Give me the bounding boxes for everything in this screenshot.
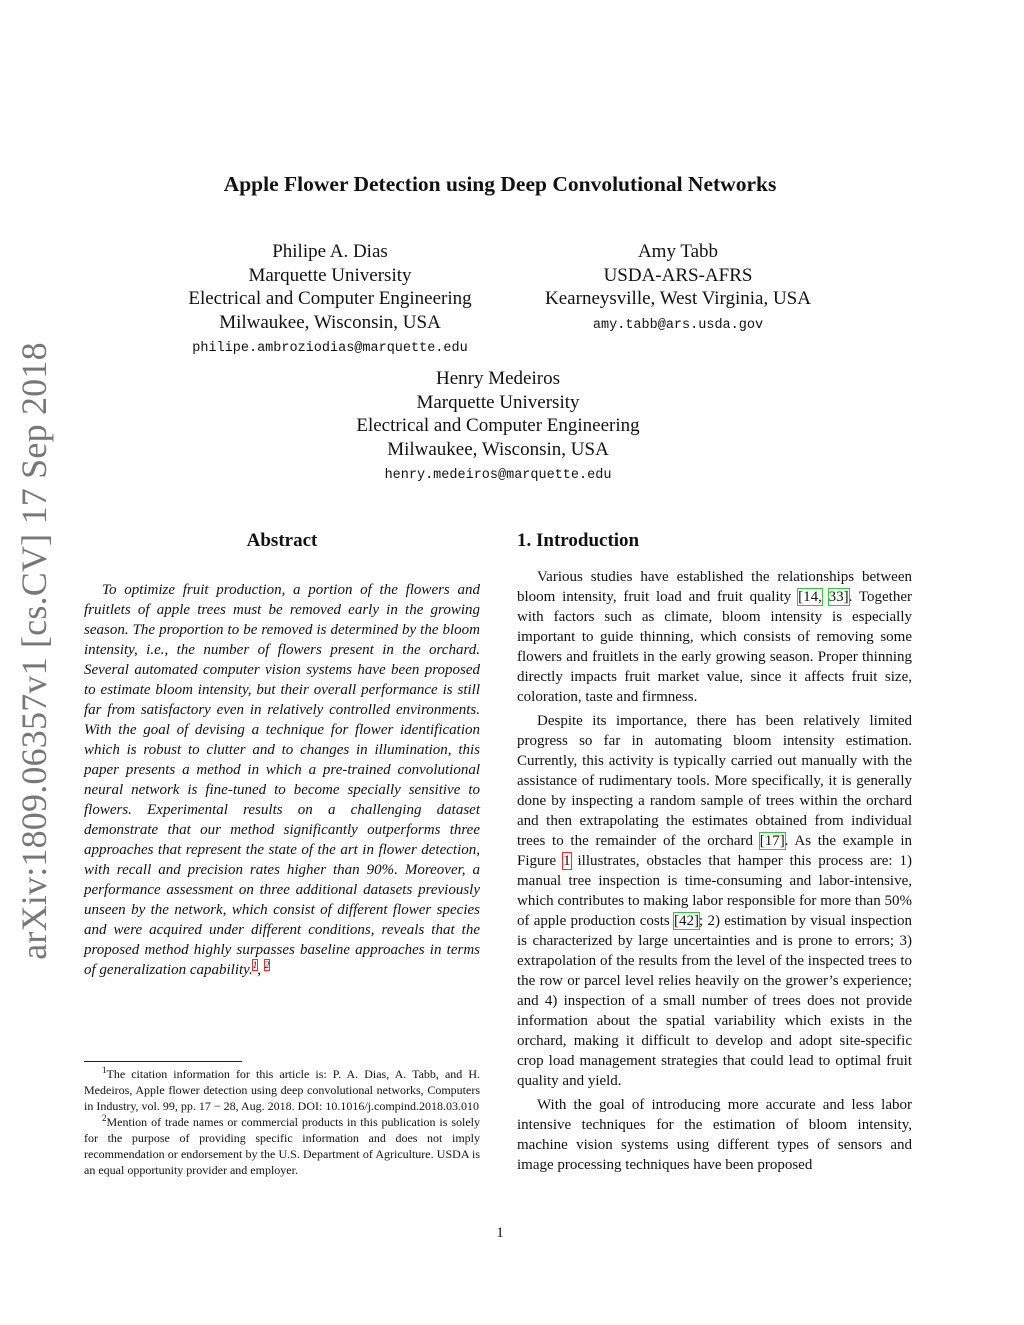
author-affiliation: Marquette University [248,264,412,286]
author-location: Kearneysville, West Virginia, USA [545,288,811,309]
citation-link[interactable]: [14, [798,589,822,605]
author-affiliation: Marquette University [416,391,580,413]
citation-link[interactable]: [17] [759,833,785,849]
paper-title: Apple Flower Detection using Deep Convolutional Networks [223,172,777,196]
footnote-text: The citation information for this article is: P. A. Dias, A. Tabb, and H. Medeiros, Apple flower detection using deep convolutional networks, Computers in Industry, vol. 99, pp. 17 − 28, Aug. 2018. DOI: 10.1016/j.compind.2018.03.010 [84,1067,480,1113]
author-location: Milwaukee, Wisconsin, USA [219,311,441,333]
text-run: illustrates, obstacles that hamper this process are: 1) manual tree inspection is time-consuming and labor-intensive, which contributes to making labor responsible for more than 50% of apple production costs [517,853,912,929]
footnote-text: Mention of trade names or commercial products in this publication is solely for the purpose of providing specific information and does not imply recommendation or endorsement by the U.S. Department of Agriculture. USDA is an equal opportunity provider and employer. [84,1115,480,1177]
author-email[interactable]: henry.medeiros@marquette.edu [384,468,612,483]
introduction-body [517,567,912,1179]
author-email[interactable]: philipe.ambroziodias@marquette.edu [192,341,468,356]
intro-paragraph-3: With the goal of introducing more accurate and less labor intensive techniques for the estimation of bloom intensity, machine vision systems using different types of sensors and image processing techniques have been proposed [517,1097,912,1173]
citation-link[interactable]: 33] [828,589,849,605]
footnote-divider [84,1061,242,1062]
abstract-text: To optimize fruit production, a portion of the flowers and fruitlets of apple trees must be removed early in the growing season. The proportion to be removed is determined by the bloom intensity, i.e., the number of flowers present in the orchard. Several automated computer vision systems have been proposed to estimate bloom intensity, but their overall performance is still far from satisfactory even in relatively controlled environments. With the goal of devising a technique for flower identification which is robust to clutter and to changes in illumination, this paper presents a method in which a pre-trained convolutional neural network is fine-tuned to become specially sensitive to flowers. Experimental results on a challenging dataset demonstrate that our method significantly outperforms three approaches that represent the state of the art in flower detection, with recall and precision rates higher than 90%. Moreover, a performance assessment on three additional datasets previously unseen by the network, which consist of different flower species and were acquired under different conditions, reveals that the proposed method highly surpasses baseline approaches in terms of generalization capability.$^1$, $^2$ [84,582,480,978]
author-department: Electrical and Computer Engineering [188,288,472,309]
intro-paragraph-2 [517,711,912,1091]
arxiv-sidebar-stamp [4,342,64,960]
text-run: Various studies have established the relationships between bloom intensity, fruit load and fruit quality [517,569,912,605]
intro-paragraph-1 [517,567,912,707]
footnotes [84,1066,480,1178]
author-name: Henry Medeiros [436,368,560,389]
text-run: ; 2) estimation by visual inspection is characterized by large uncertainties and is prone to errors; 3) extrapolation of the results from the level of the inspected trees to the row or parcel level relies heavily on the grower’s experience; and 4) inspection of a small number of trees does not provide information about the spatial variability which exists in the orchard, making it difficult to develop and adopt site-specific crop load management strategies that could lead to optimal fruit quality and yield. [517,913,912,1089]
figure-link[interactable]: 1 [563,853,571,869]
author-block-medeiros [290,367,706,488]
introduction-heading: 1. Introduction [517,530,640,551]
abstract-heading: Abstract [246,530,318,551]
author-email[interactable]: amy.tabb@ars.usda.gov [592,317,764,333]
footnote-link-2[interactable]: 2 [264,960,270,970]
footnote-link-1[interactable]: 1 [252,960,258,970]
abstract-body: To optimize fruit production, a portion of the flowers and fruitlets of apple trees must be removed early in the growing season. The proportion to be removed is determined by the bloom intensity, i.e., the number of flowers present in the orchard. Several automated computer vision systems have been proposed to estimate bloom intensity, but their overall performance is still far from satisfactory even in relatively controlled environments. With the goal of devising a technique for flower identification which is robust to clutter and to changes in illumination, this paper presents a method in which a pre-trained convolutional neural network is fine-tuned to become specially sensitive to flowers. Experimental results on a challenging dataset demonstrate that our method significantly outperforms three approaches that represent the state of the art in flower detection, with recall and precision rates higher than 90%. Moreover, a performance assessment on three additional datasets previously unseen by the network, which consist of different flower species and were acquired under different conditions, reveals that the proposed method highly surpasses baseline approaches in terms of generalization capability. [84,582,480,978]
footnote-2 [84,1114,480,1178]
arxiv-id-label: arXiv:1809.06357v1 [cs.CV] 17 Sep 2018 [14,342,54,960]
text-run: . Together with factors such as climate, bloom intensity is especially important to guide thinning, which consists of removing some flowers and fruitlets in the early growing season. Proper thinning directly impacts fruit market value, since it affects fruit size, coloration, taste and firmness. [517,589,913,705]
author-block-tabb [530,240,826,337]
footnote-1 [84,1066,480,1114]
author-name: Philipe A. Dias [272,241,388,262]
author-name: Amy Tabb [637,241,719,262]
author-block-dias [160,240,500,361]
author-location: Milwaukee, Wisconsin, USA [387,438,609,460]
footnote-mark: 2 [102,1113,107,1123]
page-number: 1 [496,1225,504,1241]
footnote-mark: 1 [102,1065,107,1075]
text-run: Despite its importance, there has been relatively limited progress so far in automating bloom intensity estimation. Currently, this activity is typically carried out manually with the assistance of rudimentary tools. More specifically, it is generally done by inspecting a random sample of trees within the orchard and then extrapolating the estimates obtained from individual trees to the remainder of the orchard [517,713,912,849]
citation-link[interactable]: [42] [674,913,700,929]
author-affiliation: USDA-ARS-AFRS [603,264,753,286]
text-run: . As the example in Figure [517,833,912,869]
author-department: Electrical and Computer Engineering [356,415,640,436]
